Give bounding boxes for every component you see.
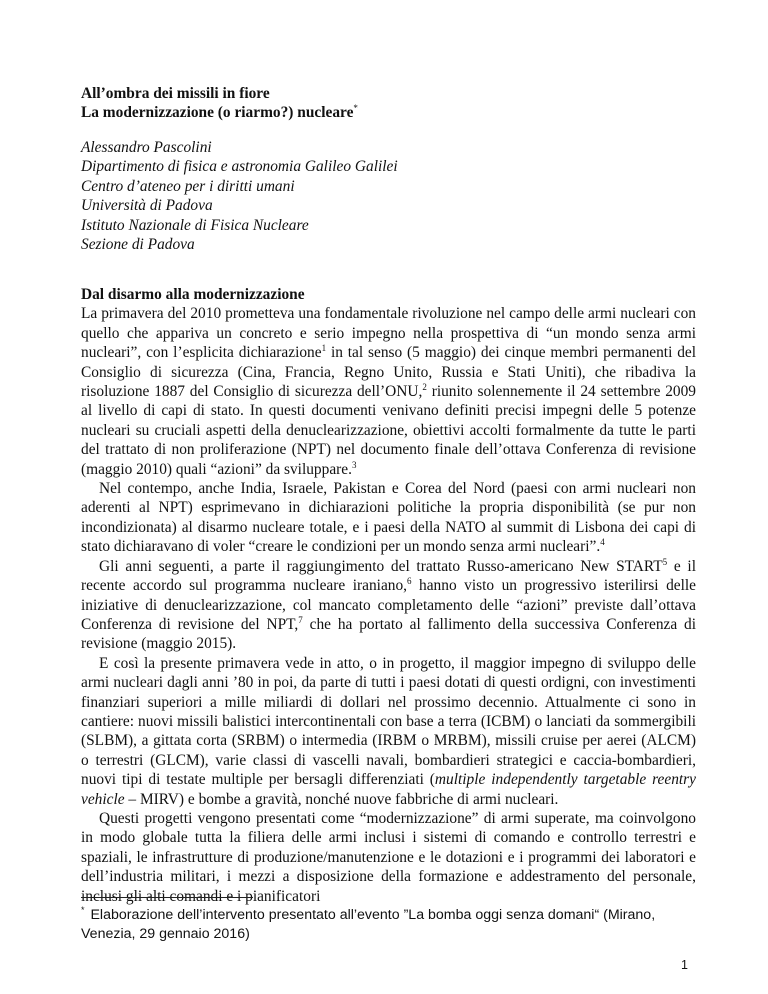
footnote-ref[interactable]: 3 bbox=[351, 459, 357, 470]
footnote-ref[interactable]: 5 bbox=[662, 556, 668, 567]
paragraph-text: Nel contempo, anche India, Israele, Pakistan e Corea del Nord (paesi con armi nucleari non aderenti al NPT) esprimevano in dichiarazioni politiche la propria disponibilità (se pur non incondizionata) al disarmo nucleare totale, e i paesi della NATO al summit di Lisbona dei capi di stato dichiaravano di voler “creare le condizioni per un mondo senza armi nucleari”. bbox=[81, 480, 696, 556]
footnote-text: Elaborazione dell’intervento presentato all’evento ”La bomba oggi senza domani“ (Mirano, Venezia, 29 gennaio 2016) bbox=[81, 907, 656, 942]
footnote-ref[interactable]: 4 bbox=[600, 537, 605, 548]
footnote-separator bbox=[81, 897, 253, 898]
paragraph-text: che ha portato al fallimento della successiva Conferenza di revisione (maggio 2015). bbox=[81, 615, 696, 653]
affiliation-line: Sezione di Padova bbox=[81, 236, 195, 254]
title-line-2 bbox=[81, 103, 701, 122]
paragraph-text: E così la presente primavera vede in atto, o in progetto, il maggior impegno di sviluppo delle armi nucleari dagli anni ’80 in poi, da parte di tutti i paesi dotati di questi ordigni, con investimenti finanziari superiori a mille miliardi di dollari nel prossimo decennio. Attualmente ci sono in cantiere: nuovi missili balistici intercontinentali con base a terra (ICBM) o lanciati da sommergibili (SLBM), a gittata corta (SRBM) o intermedia (IRBM o MRBM), missili cruise per aerei (ALCM) o terrestri (GLCM), varie classi di vascelli navali, bombardieri strategici e caccia-bombardieri, nuovi tipi di testate multiple per bersagli differenziati ( bbox=[81, 654, 696, 789]
author-block bbox=[81, 138, 701, 254]
paragraph-1 bbox=[81, 304, 696, 479]
title-block bbox=[81, 84, 701, 123]
paragraph-text: Gli anni seguenti, a parte il raggiungimento del trattato Russo-americano New START bbox=[99, 557, 663, 575]
affiliation-line: Università di Padova bbox=[81, 197, 213, 215]
title-line-1: All’ombra dei missili in fiore bbox=[81, 85, 270, 102]
title-footnote-marker[interactable]: * bbox=[353, 103, 358, 114]
affiliation-line: Istituto Nazionale di Fisica Nucleare bbox=[81, 216, 309, 234]
paragraph-italic-term: multiple independently targetable reentry vehicle bbox=[81, 771, 696, 808]
footnote-ref[interactable]: 7 bbox=[298, 614, 303, 625]
page-number: 1 bbox=[681, 958, 688, 972]
paragraph-4 bbox=[81, 654, 696, 809]
affiliation-line: Dipartimento di fisica e astronomia Galileo Galilei bbox=[81, 158, 398, 176]
footnote-ref[interactable]: 1 bbox=[321, 343, 327, 354]
section-disarmo bbox=[81, 285, 696, 906]
affiliation-line: Centro d’ateneo per i diritti umani bbox=[81, 177, 295, 195]
paragraph-2 bbox=[81, 479, 696, 557]
paragraph-text: hanno visto un progressivo isterilirsi delle iniziative di denuclearizzazione, col mancato completamento delle “azioni” previste dall’ottava Conferenza di revisione del NPT, bbox=[81, 577, 696, 633]
author-name: Alessandro Pascolini bbox=[81, 139, 212, 156]
paragraph-text: riunito solennemente il 24 settembre 2009 al livello di capi di stato. In questi documenti venivano definiti precisi impegni delle 5 potenze nucleari su cruciali aspetti della denuclearizzazione, obiettivi accolti formalmente da tutte le parti del trattato di non proliferazione (NPT) nel documento finale dell’ottava Conferenza di revisione (maggio 2010) quali “azioni” da sviluppare. bbox=[81, 383, 697, 478]
paragraph-5 bbox=[81, 809, 696, 906]
paragraph-text: La primavera del 2010 prometteva una fondamentale rivoluzione nel campo delle armi nucleari con quello che appariva un concreto e serio impegno nella prospettiva di “un mondo senza armi nucleari”, con l’esplicita dichiarazione bbox=[81, 305, 696, 362]
footnote-ref[interactable]: 2 bbox=[422, 381, 427, 392]
footnote-ref[interactable]: 6 bbox=[407, 575, 412, 586]
paragraph-3 bbox=[81, 557, 696, 654]
paragraph-text: in tal senso (5 maggio) dei cinque membri permanenti del Consiglio di sicurezza (Cina, Francia, Regno Unito, Russia e Stati Uniti), che ribadiva la risoluzione 1887 del Consiglio di sicurezza dell’ONU, bbox=[81, 344, 696, 401]
footnote-marker: * bbox=[81, 905, 85, 916]
footnote bbox=[81, 906, 696, 944]
title-line-2-text: La modernizzazione (o riarmo?) nucleare bbox=[81, 104, 354, 122]
paragraph-text: e il recente accordo sul programma nucleare iraniano, bbox=[81, 557, 696, 595]
section-heading: Dal disarmo alla modernizzazione bbox=[81, 286, 305, 303]
paragraph-text: – MIRV) e bombe a gravità, nonché nuove fabbriche di armi nucleari. bbox=[124, 790, 559, 808]
paragraph-text: Questi progetti vengono presentati come “modernizzazione” di armi superate, ma coinvolgono in modo globale tutta la filiera delle armi inclusi i sistemi di comando e controllo terrestri e spaziali, le infrastrutture di produzione/manutenzione e le dotazioni e i programmi dei laboratori e dell’industria militari, i mezzi a disposizione della formazione e addestramento del personale, inclusi gli alti comandi e i pianificatori bbox=[81, 809, 696, 905]
